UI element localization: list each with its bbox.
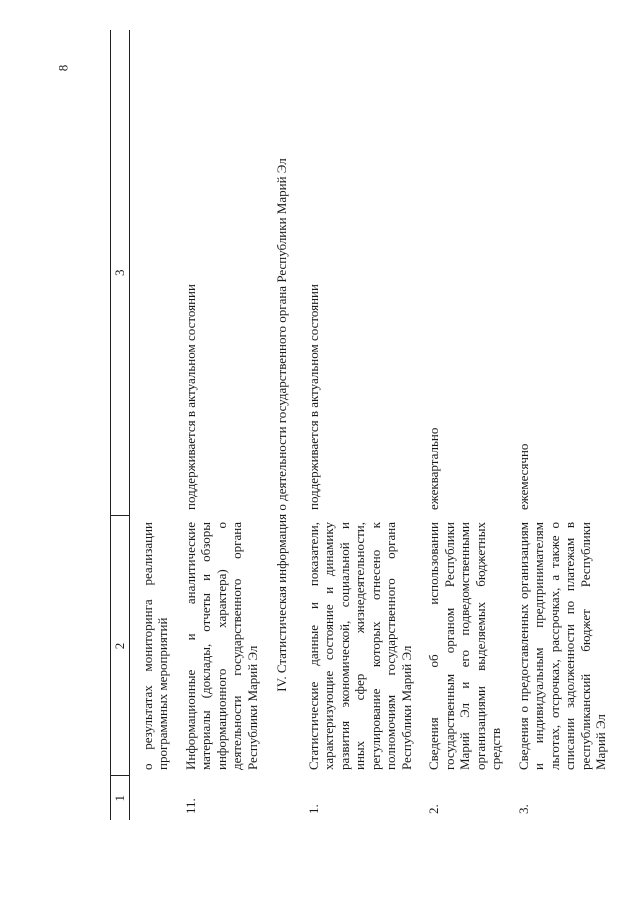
row-description: Сведения об использовании государственным органом Республики Марий Эл и его подведомственными организациями выделяемых бюджетных средств — [426, 522, 503, 770]
row-frequency: поддерживается в актуальном состоянии — [305, 284, 321, 510]
information-table — [110, 30, 611, 820]
row-frequency: поддерживается в актуальном состоянии — [182, 284, 198, 510]
section-title: IV. Статистическая информация о деятельности государственного органа Республики Марий Эл — [274, 158, 289, 692]
table-row — [506, 30, 611, 820]
row-description: Информационные и аналитические материалы (доклады, отчеты и обзоры информационного характера) о деятельности государственного органа Республики Марий Эл — [182, 522, 260, 770]
row-description: Статистические данные и показатели, характеризующие состояние и динамику развития экономической, социальной и иных сфер жизнедеятельности, регулирование которых отнесено к полномочиям государственного органа Республики Марий Эл — [305, 522, 414, 770]
row-number — [129, 776, 173, 820]
row-number: 3. — [515, 804, 531, 814]
row-number: 2. — [426, 804, 441, 814]
column-header: 3 — [111, 30, 130, 516]
row-frequency: ежеквартально — [426, 427, 441, 510]
table-row — [296, 30, 417, 820]
table-row — [129, 30, 173, 820]
column-header: 1 — [111, 776, 130, 820]
row-number: 1. — [305, 804, 321, 814]
row-description: о результатах мониторинга реализации программных мероприятий — [139, 522, 170, 770]
row-number: 11. — [182, 798, 198, 814]
rotated-table-container — [110, 30, 630, 820]
row-frequency — [129, 30, 173, 516]
table-row — [416, 30, 506, 820]
row-description: Сведения о предоставленных организациям и индивидуальным предпринимателям льготах, отсрочках, рассрочках, а также о списании задолженности по платежам в республиканский бюджет Республики Марий Эл — [515, 522, 608, 770]
table-header-row — [111, 30, 130, 820]
section-heading-row — [262, 30, 296, 820]
page-number: 8 — [55, 64, 71, 72]
table-row — [173, 30, 263, 820]
column-header: 2 — [111, 516, 130, 776]
row-frequency: ежемесячно — [515, 443, 531, 510]
